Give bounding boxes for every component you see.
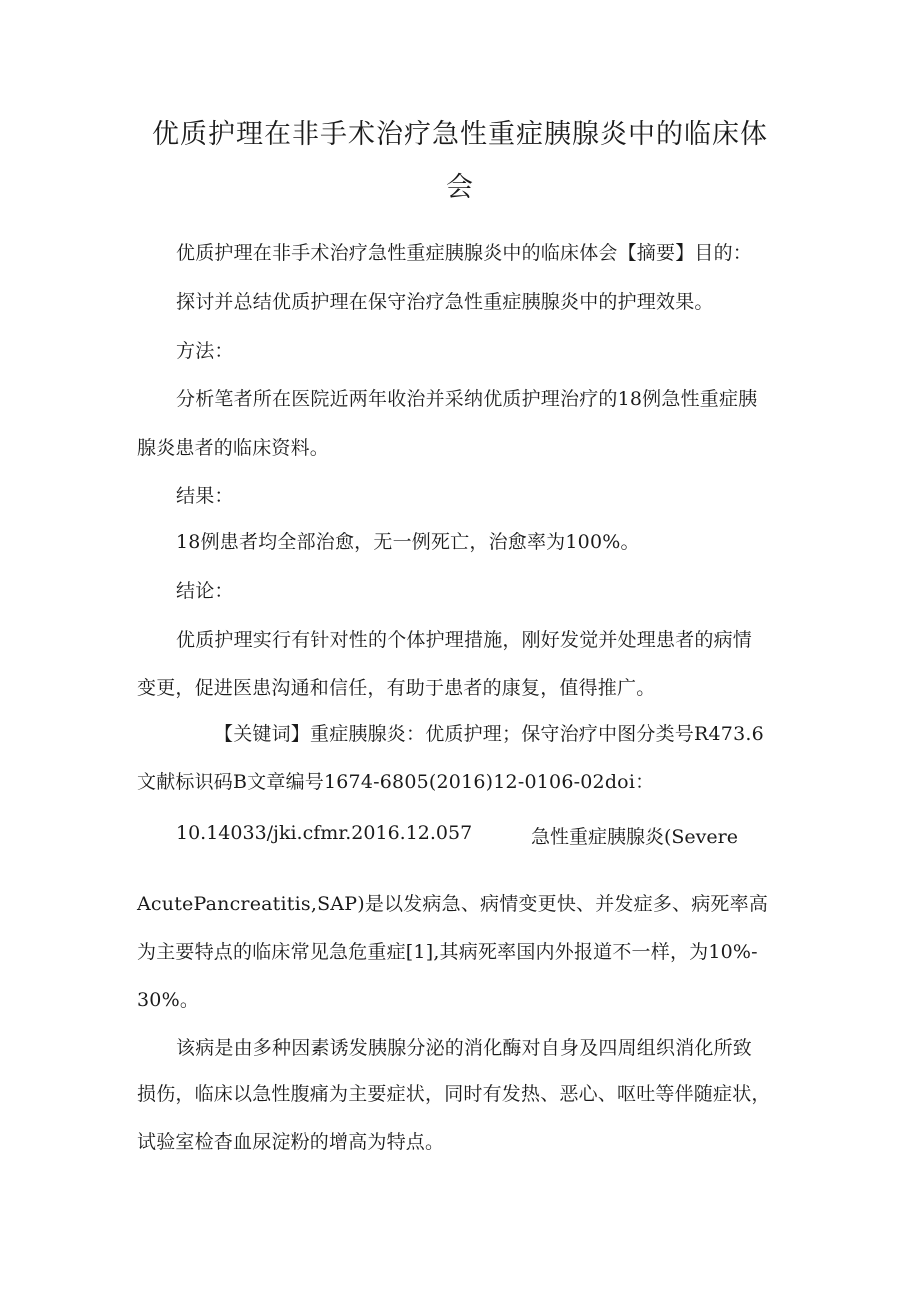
doi-number: 10.14033/jki.cfmr.2016.12.057 (176, 822, 473, 844)
abstract-heading-line: 优质护理在非手术治疗急性重症胰腺炎中的临床体会【摘要】目的： (176, 242, 753, 264)
body-paragraph-1-line-1: AcutePancreatitis,SAP)是以发病急、病情变更快、并发症多、病死率高 (137, 893, 769, 915)
method-label: 方法： (176, 340, 234, 362)
body-paragraph-2-line-3: 试验室检杳血尿淀粉的增高为特点。 (137, 1131, 445, 1153)
body-opening-fragment: 急性重症胰腺炎(Severe (531, 826, 738, 848)
keywords-line-2: 文献标识码B文章编号1674-6805(2016)12-0106-02doi： (137, 771, 655, 793)
body-paragraph-1-line-3: 30%。 (137, 989, 200, 1011)
result-label: 结果： (176, 485, 234, 507)
conclusion-text-line-1: 优质护理实行有针对性的个体护理措施，刚好发觉并处理患者的病情 (176, 629, 753, 651)
result-text: 18例患者均全部治愈，无一例死亡，治愈率为100%。 (176, 531, 640, 553)
method-text-line-2: 腺炎患者的临床资料。 (137, 437, 330, 459)
keywords-line-1: 【关键词】重症胰腺炎：优质护理；保守治疗中图分类号R473.6 (214, 723, 764, 745)
title-line-1: 优质护理在非手术治疗急性重症胰腺炎中的临床体 (152, 119, 768, 150)
title-line-2: 会 (446, 172, 474, 203)
conclusion-text-line-2: 变更，促进医患沟通和信任，有助于患者的康复，值得推广。 (137, 677, 656, 699)
body-paragraph-2-line-1: 该病是由多种因素诱发胰腺分泌的消化酶对自身及四周组织消化所致 (176, 1037, 753, 1059)
method-text-line-1: 分析笔者所在医院近两年收治并采纳优质护理治疗的18例急性重症胰 (176, 388, 758, 410)
body-paragraph-1-line-2: 为主要特点的临床常见急危重症[1],其病死率国内外报道不一样，为10%- (137, 941, 758, 963)
objective-text: 探讨并总结优质护理在保守治疗急性重症胰腺炎中的护理效果。 (176, 291, 714, 313)
conclusion-label: 结论： (176, 580, 234, 602)
body-paragraph-2-line-2: 损伤，临床以急性腹痛为主要症状，同时有发热、恶心、呕吐等伴随症状， (137, 1083, 771, 1105)
